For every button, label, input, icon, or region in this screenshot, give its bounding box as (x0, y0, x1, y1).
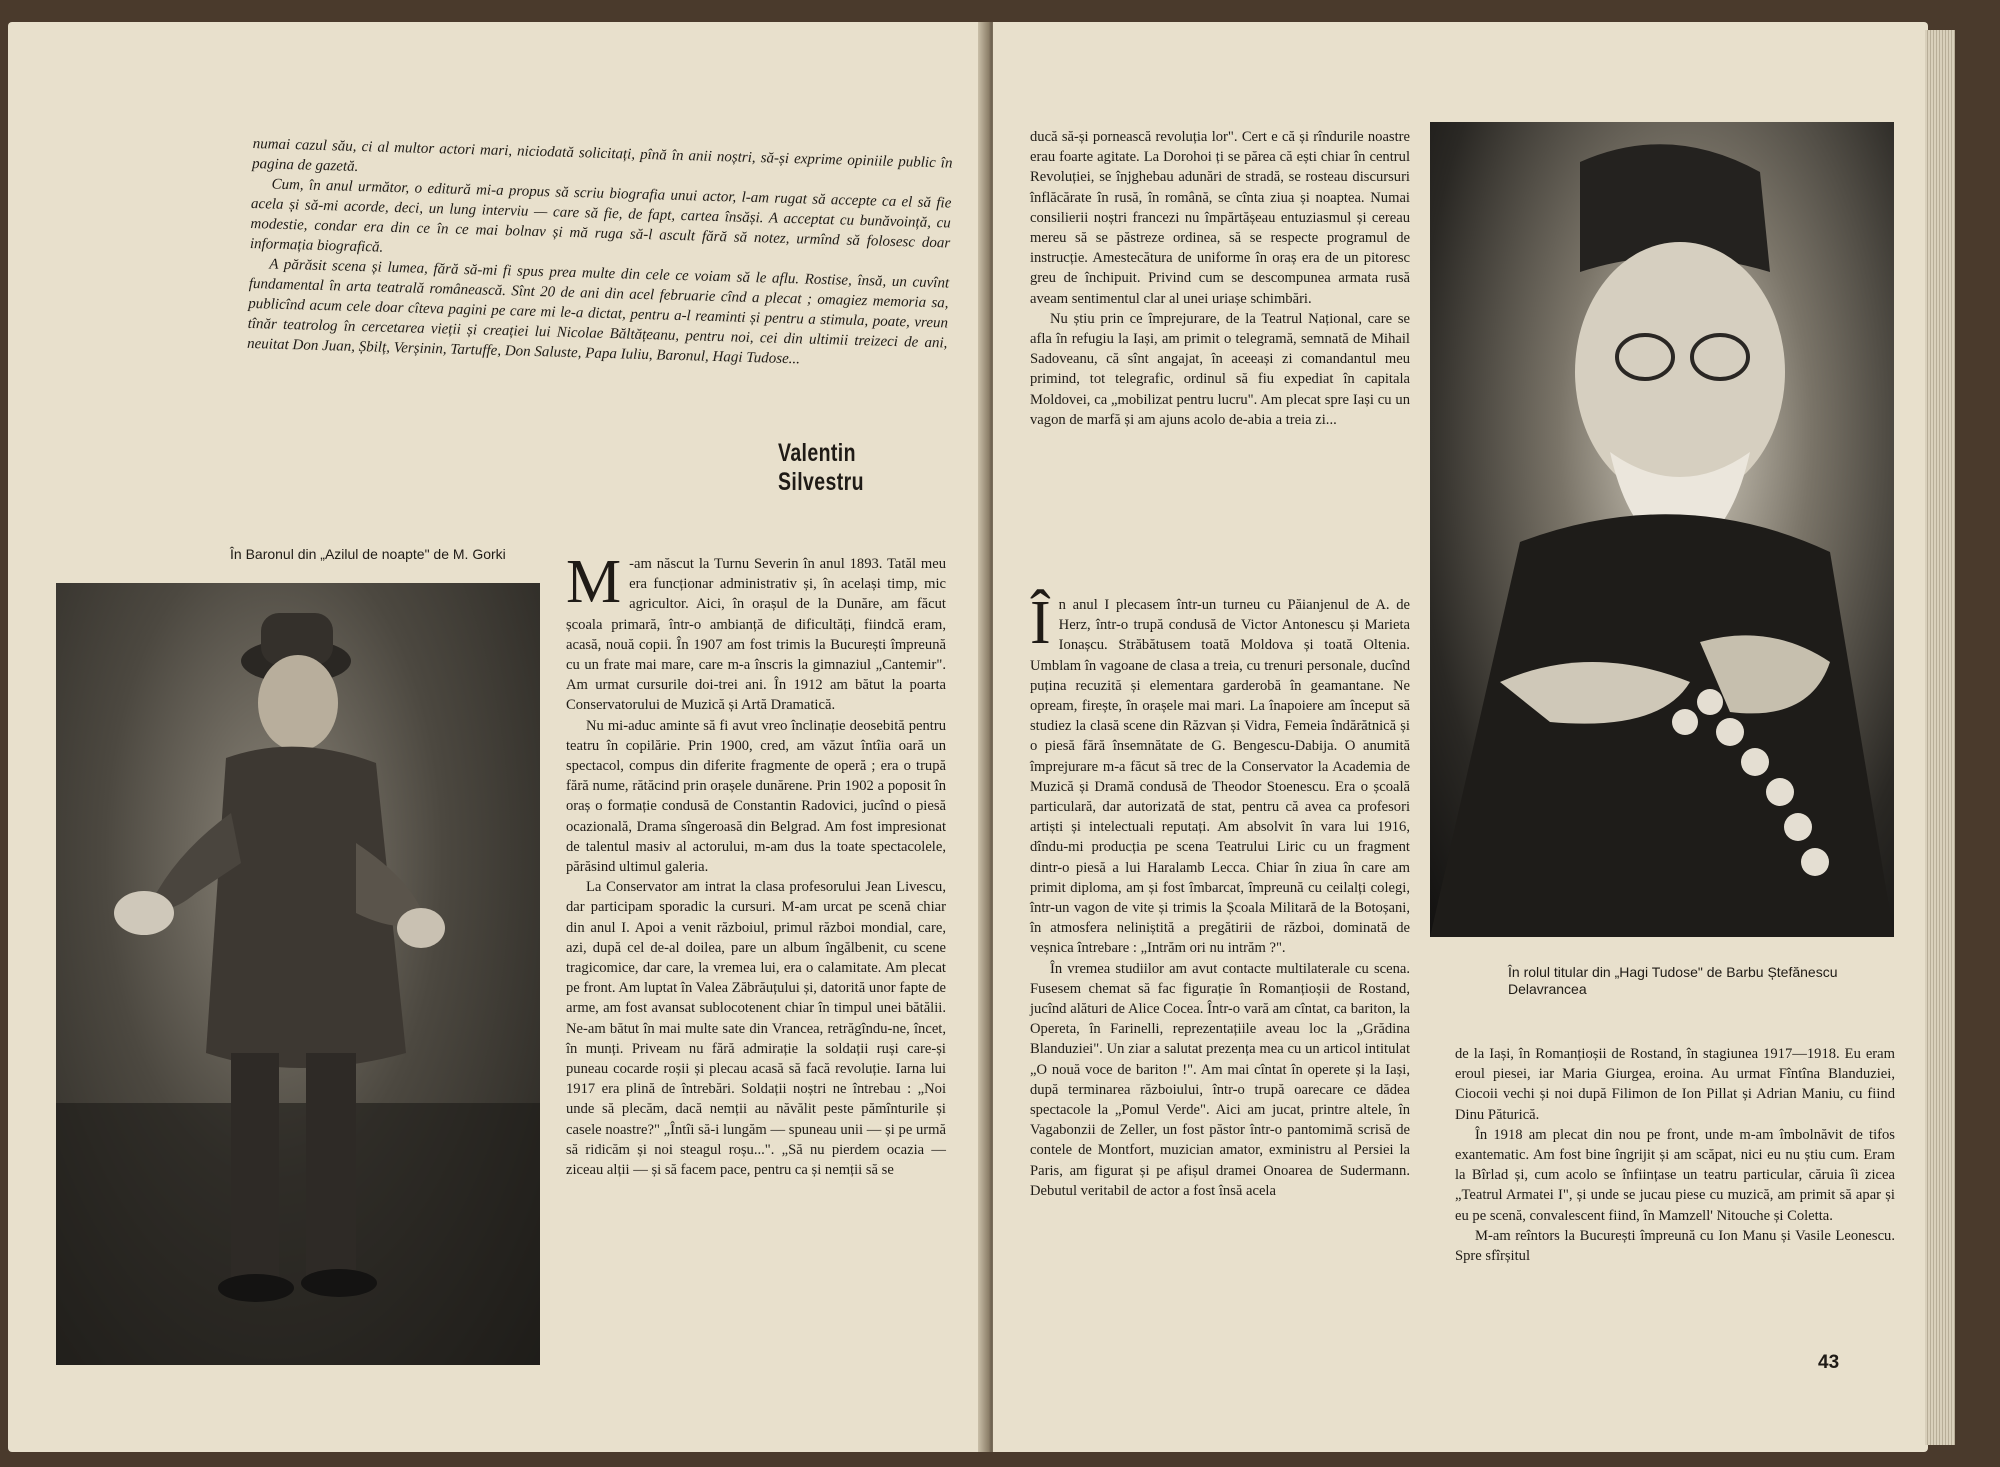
intro-paragraph: Cum, în anul următor, o editură mi-a propus să scriu biografia unui actor, l-am rugat să accepte ca el să fie acela și să-mi acorde, deci, un lung interviu — care să fie, de fapt, cartea însăși. A acceptat cu bunăvoință, cu modestie, condar era din ce în ce mai bolnav și mă ruga să-l ascult fără să notez, urmînd să folosesc doar informația biografică. (249, 176, 952, 256)
photo-hagi-tudose (1430, 122, 1894, 937)
intro-paragraph: A părăsit scena și lumea, fără să-mi fi spus prea multe din cele ce voiam să le aflu. Rostise, însă, un cuvînt fundamental în arta teatrală românească. Sînt 20 de ani din acel februarie cînd a plecat ; omagiez memoria sa, publicînd acum cele doar cîteva pagini pe care mi le-a dictat, pentru a-l reaminti și pentru a stimula, poate, vreun tînăr teatrolog în cercetarea vieții și creației lui Nicolae Băltățeanu, pentru noi, cei din ultimii treizeci de ani, neuitat Don Juan, Șbilț, Verșinin, Tartuffe, Don Saluste, Papa Iuliu, Baronul, Hagi Tudose... (246, 256, 950, 368)
old-man-portrait-illustration (1430, 122, 1894, 937)
article-column-3 (1030, 589, 1410, 1201)
paragraph-text: n anul I plecasem într-un turneu cu Păianjenul de A. de Herz, într-o trupă condusă de Victor Antonescu și Marieta Ionașcu. Străbătusem toată Moldova și toată Oltenia. Umblam în vagoane de clasa a treia, cu trenuri personale, ducînd puțina recuzită și elementara garderobă în geamantane. Ne opream, firește, în orașele mai mari. La înapoiere am început să studiez la clasă scene din Răzvan și Vidra, Femeia îndărătnică și o piesă fără însemnătate de G. Bengescu-Dabija. O anumită împrejurare m-a făcut să trec de la Conservator la Academia de Muzică și Dramă condusă de Theodor Stoenescu. Era o școală particulară, dar autorizată de stat, pentru că avea ca profesori artiști și intelectuali reputați. Am absolvit în vara lui 1916, dîndu-mi producția pe scena Teatrului Liric cu un fragment dintr-o piesă a lui Haralamb Lecca. Chiar în ziua în care am primit diploma, am și fost îmbarcat, împreună cu ceilalți colegi, într-un vagon de vite și trimis la Școala Militară de la Botoșani, în atmosfera neliniștită a pregătirii de război, dominată de veșnica întrebare : „Intrăm ori nu intrăm ?". (1030, 597, 1410, 957)
actor-figure-illustration (56, 583, 540, 1365)
drop-cap: Î (1030, 589, 1051, 657)
right-page (993, 22, 1928, 1452)
photo-baron-actor (56, 583, 540, 1365)
intro-text (247, 134, 953, 373)
paragraph (566, 548, 946, 716)
paragraph: Nu știu prin ce împrejurare, de la Teatrul Național, care se afla în refugiu la Iași, am primit o telegramă, semnată de Mihail Sadoveanu, că sînt angajat, în aceeași zi comandantul meu primind, tot telegrafic, ordinul să fiu expediat în capitala Moldovei, ca „mobilizat pentru lucru". Am plecat spre Iași cu un vagon de marfă și am ajuns acolo de-abia a treia zi... (1030, 310, 1410, 428)
article-column-4 (1455, 1044, 1895, 1266)
author-name: Valentin Silvestru (778, 439, 864, 496)
article-column-1 (566, 548, 946, 1180)
book-page-edges (1925, 30, 1955, 1445)
paragraph (1030, 589, 1410, 959)
paragraph: Nu mi-aduc aminte să fi avut vreo înclinație deosebită pentru teatru în copilărie. Prin 1900, cred, am văzut întîia oară un spectacol, compus din diferite fragmente de operă ; era o trupă fără nume, rătăcind prin orașele dunărene. Prin 1902 a poposit în oraș o formație condusă de Constantin Radovici, jucînd o piesă ocazională, Drama sîngeroasă din Belgrad. Am fost impresionat de talentul masiv al actorului, m-am dus la toate spectacolele, părăsind ultimul galeria. (566, 717, 946, 876)
paragraph: În 1918 am plecat din nou pe front, unde m-am îmbolnăvit de tifos exantematic. Am fost bine îngrijit și am scăpat, nici eu nu știu cum. Eram la Bîrlad și, cum acolo se înființase un teatru particular, căruia îi zicea „Teatrul Armatei I", și unde se jucau piese cu muzică, am primit să apar și eu pe scenă, convalescent fiind, în Mamzell' Nitouche și Coletta. (1455, 1126, 1895, 1224)
paragraph: În vremea studiilor am avut contacte multilaterale cu scena. Fusesem chemat să fac figurație în Romanțioșii de Rostand, jucînd alături de Alice Cocea. Într-o vară am cîntat, ca bariton, la Opereta, în Farinelli, reprezentațiile aveau loc la „Grădina Blanduziei". Un ziar a salutat prezența mea cu un articol intitulat „O nouă voce de bariton !". Am mai cîntat în operete și la Iași, după terminarea războiului, într-o trupă oarecare ce dădea spectacole la „Pomul Verde". Aici am jucat, printre altele, în Vagabonzii de Zeller, un fost păstor într-o pantomimă scrisă de contele de Montfort, muzician amator, exministru al Persiei la Paris, am figurat și pe afișul dramei Onoarea de Sudermann. Debutul veritabil de actor a fost însă acela (1030, 960, 1410, 1199)
photo-caption-baron: În Baronul din „Azilul de noapte" de M. Gorki (230, 546, 506, 562)
paragraph: ducă să-și pornească revoluția lor". Cert e că și rîndurile noastre erau foarte agitate. La Dorohoi ți se părea că ești chiar în centrul Revoluției, se înjghebau adunări de stradă, se rosteau discursuri înflăcărate în rusă, în română, se cînta ziua și noaptea. Numai consilierii noștri francezi nu împărtășeau entuziasmul și cereau mereu să se păstreze ordinea, să se respecte programul de instrucție. Amestecătura de uniforme în oraș era de un pitoresc greu de închipuit. Privind cum se descompunea armata rusă aveam sentimentul clar al unei uriașe schimbări. (1030, 129, 1410, 307)
intro-paragraph: numai cazul său, ci al multor actori mari, niciodată solicitați, pînă în anii noștri, să-și exprime opiniile public în pagina de gazetă. (251, 135, 953, 175)
paragraph: M-am reîntors la București împreună cu Ion Manu și Vasile Leonescu. Spre sfîrșitul (1455, 1227, 1895, 1265)
paragraph-text: -am născut la Turnu Severin în anul 1893. Tatăl meu era funcționar administrativ și, în același timp, mic agricultor. Aici, în orașul de la Dunăre, am făcut școala primară, într-o ambianță de dificultăți, fiindcă eram, acasă, nouă copii. În 1907 am fost trimis la București împreună cu un frate mai mare, care m-a înscris la gimnaziul „Cantemir". Am urmat cursurile doi-trei ani. În 1912 am bătut la poarta Conservatorului de Muzică și Artă Dramatică. (566, 556, 946, 714)
left-page (8, 22, 983, 1452)
photo-caption-hagi-tudose: În rolul titular din „Hagi Tudose" de Barbu Ștefănescu Delavrancea (1508, 964, 1838, 997)
page-number: 43 (1818, 1352, 1840, 1373)
drop-cap: M (566, 548, 622, 616)
paragraph: La Conservator am intrat la clasa profesorului Jean Livescu, dar participam sporadic la cursuri. M-am urcat pe scenă chiar din anul I. Apoi a venit războiul, primul război mondial, care, azi, după cel de-al doilea, pare un album îngălbenit, cu scene tragicomice, dar care, la vremea lui, era o calamitate. Am plecat pe front. Am luptat în Valea Zăbrăuțului și, datorită unor fapte de arme, am fost avansat sublocotenent chiar în timpul unei bătălii. Ne-am bătut în mai multe sate din Vrancea, retrăgîndu-ne, încet, în munți. Priveam nu fără admirație la soldații ruși care-și puneau cocarde roșii și plecau acasă să facă revoluție. Iarna lui 1917 era plină de întrebări. Soldații noștri ne întrebau : „Noi unde să plecăm, dacă nemții au năvălit peste pămînturile și casele noastre?" „Întîi să-i lungăm — spuneau unii — și pe urmă să ridicăm și noi steagul roșu...". „Să nu pierdem ocazia — ziceau alții — și să facem pace, pentru ca și nemții să se (566, 879, 946, 1179)
article-column-2 (1030, 127, 1410, 430)
paragraph: de la Iași, în Romanțioșii de Rostand, în stagiunea 1917—1918. Eu eram eroul piesei, iar Maria Giurgea, eroina. Au urmat Fîntîna Blanduziei, Ciocoii vechi și noi după Filimon de Ion Pillat și Adrian Maniu, cu fiind Dinu Păturică. (1455, 1046, 1895, 1123)
